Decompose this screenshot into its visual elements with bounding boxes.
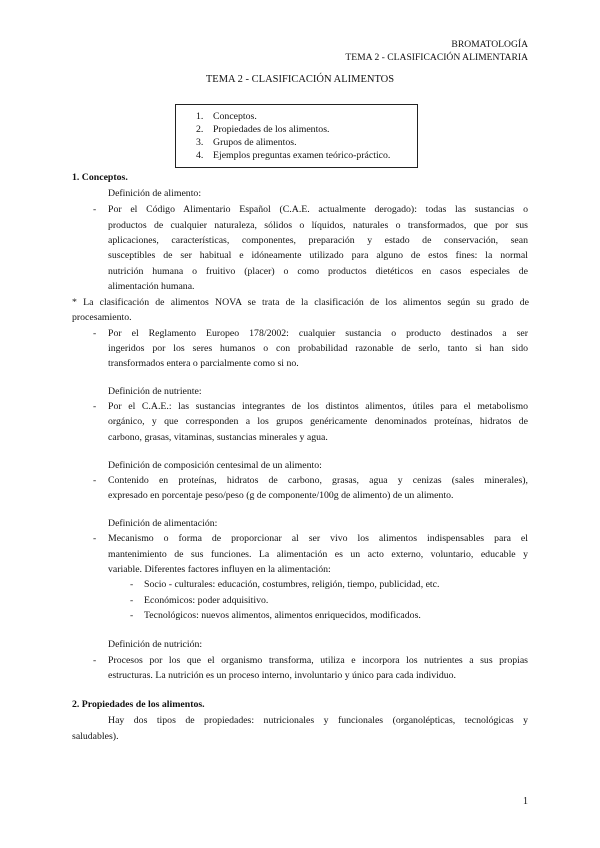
list-item: Tecnológicos: nuevos alimentos, alimentos enriquecidos, modificados. [144, 610, 421, 621]
section-heading: 2. Propiedades de los alimentos. [72, 699, 205, 710]
paragraph-line: alimentación humana. [108, 281, 195, 292]
table-of-contents [175, 104, 418, 168]
definition-label: Definición de composición centesimal de un alimento: [108, 460, 322, 471]
paragraph-line: productos de cualquier naturaleza, sólidos o líquidos, naturales o transformados, que por sus [108, 220, 528, 231]
paragraph-line: Hay dos tipos de propiedades: nutricionales y funcionales (organolépticas, tecnológicas y [108, 715, 528, 726]
paragraph-line: Procesos por los que el organismo transforma, utiliza e incorpora los nutrientes a sus propias [108, 655, 528, 666]
toc-item: 2. Propiedades de los alimentos. [196, 124, 330, 135]
paragraph-line: variable. Diferentes factores influyen en la alimentación: [108, 564, 331, 575]
paragraph-line: Contenido en proteínas, hidratos de carbono, grasas, agua y cenizas (sales minerales), [108, 475, 528, 486]
paragraph-line: aplicaciones, características, componentes, preparación y estado de conservación, sean [108, 235, 528, 246]
list-dash: - [93, 204, 97, 215]
list-dash: - [93, 328, 97, 339]
list-dash: - [130, 595, 134, 606]
definition-label: Definición de nutriente: [108, 386, 202, 397]
note-line: procesamiento. [72, 312, 132, 323]
paragraph-line: orgánico, y que corresponden a los grupos genéricamente denominados proteínas, hidratos de [108, 416, 528, 427]
header-topic: TEMA 2 - CLASIFICACIÓN ALIMENTARIA [345, 52, 528, 63]
paragraph-line: estructuras. La nutrición es un proceso interno, involuntario y único para cada individuo. [108, 670, 456, 681]
list-item: Socio - culturales: educación, costumbres, religión, tiempo, publicidad, etc. [144, 579, 440, 590]
paragraph-line: Por el Reglamento Europeo 178/2002: cualquier sustancia o producto destinados a ser [108, 328, 528, 339]
paragraph-line: Por el Código Alimentario Español (C.A.E. actualmente derogado): todas las sustancias o [108, 204, 528, 215]
list-dash: - [93, 655, 97, 666]
list-dash: - [93, 401, 97, 412]
paragraph-line: carbono, grasas, vitaminas, sustancias minerales y agua. [108, 432, 328, 443]
section-heading: 1. Conceptos. [72, 172, 128, 183]
paragraph-line: susceptibles de ser habitual e idóneamente utilizado para alguno de estos fines: la normal [108, 250, 528, 261]
definition-label: Definición de alimento: [108, 188, 202, 199]
paragraph-line: nutrición humana o fruitivo (placer) o como productos dietéticos en casos especiales de [108, 266, 528, 277]
list-item: Económicos: poder adquisitivo. [144, 595, 269, 606]
page-title: TEMA 2 - CLASIFICACIÓN ALIMENTOS [205, 74, 395, 85]
definition-label: Definición de nutrición: [108, 639, 203, 650]
note-line: * La clasificación de alimentos NOVA se trata de la clasificación de los alimentos según su grado de [72, 297, 529, 308]
toc-item: 3. Grupos de alimentos. [196, 137, 297, 148]
list-dash: - [93, 533, 97, 544]
paragraph-line: saludables). [72, 731, 119, 742]
paragraph-line: transformados entera o parcialmente como si no. [108, 358, 299, 369]
paragraph-line: Mecanismo o forma de proporcionar al ser vivo los alimentos indispensables para el [108, 533, 528, 544]
toc-item: 1. Conceptos. [196, 111, 257, 122]
list-dash: - [93, 475, 97, 486]
header-subject: BROMATOLOGÍA [451, 39, 528, 50]
list-dash: - [130, 610, 134, 621]
paragraph-line: expresado en porcentaje peso/peso (g de componente/100g de alimento) de un alimento. [108, 490, 454, 501]
list-dash: - [130, 579, 134, 590]
definition-label: Definición de alimentación: [108, 518, 218, 529]
paragraph-line: mantenimiento de sus funciones. La alimentación es un acto externo, voluntario, educable y [108, 549, 528, 560]
page-number: 1 [523, 796, 528, 807]
paragraph-line: ingeridos por los seres humanos o con probabilidad razonable de serlo, tanto si han sido [108, 343, 528, 354]
toc-item: 4. Ejemplos preguntas examen teórico-práctico. [196, 150, 391, 161]
paragraph-line: Por el C.A.E.: las sustancias integrantes de los distintos alimentos, útiles para el metabolismo [108, 401, 528, 412]
